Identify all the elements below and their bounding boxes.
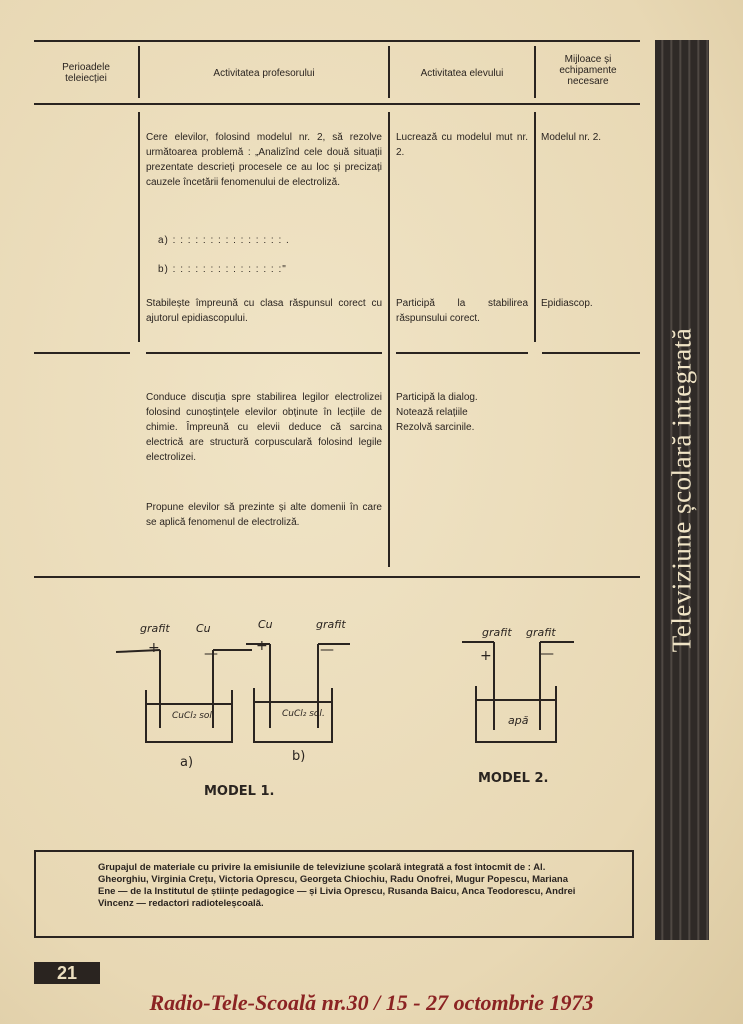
- footer-caption: Radio-Tele-Scoală nr.30 / 15 - 27 octombrie 1973: [149, 990, 594, 1015]
- sign-a-right: —: [204, 646, 218, 662]
- caption-model1: MODEL 1.: [204, 784, 275, 799]
- label-m2-solution: apă: [508, 714, 529, 727]
- header-teacher-activity: Activitatea profesorului: [213, 68, 315, 79]
- label-b-right-electrode: grafit: [316, 618, 346, 631]
- sign-m2-left: +: [480, 648, 492, 664]
- sidebar-title: Televiziune școlară integrată: [666, 327, 697, 653]
- sign-a-left: +: [148, 640, 160, 656]
- row1-means-end: Epidiascop.: [541, 298, 593, 309]
- sign-b-left: +: [256, 638, 268, 654]
- credits-text: Grupajul de materiale cu privire la emisiunile de televiziune școlară integrată a fost întocmit de : Al. Gheorghiu, Virginia Crețu, Victoria Oprescu, Georgeta Chiochiu, Radu Onofrei, Mugur Popescu, Mariana Ene — de la Institutul de științe pedagogice — și Livia Oprescu, Rusanda Baicu, Anca Teodorescu, Andrei Vincenz — redactori radioteleșcoală.: [98, 862, 576, 909]
- header-student-activity: Activitatea elevului: [420, 68, 504, 79]
- row2-teacher-end: Propune elevilor să prezinte și alte domenii în care se aplică fenomenul de electroliză.: [146, 502, 382, 528]
- label-b-solution: CuCl₂ sol.: [282, 709, 325, 719]
- label-a-left-electrode: grafit: [140, 622, 170, 635]
- header-means: Mijloace și echipamente necesare: [559, 54, 617, 87]
- row2-student-line: Notează relațiile: [396, 407, 468, 418]
- sign-b-right: —: [320, 642, 334, 658]
- row2-teacher-text: Conduce discuția spre stabilirea legilor electrolizei folosind cunoștințele elevilor obținute în lecțiile de chimie. Împreună cu elevii deduce că sarcina electrică are structură corpusculară folosind legile electrolizei.: [146, 392, 382, 463]
- row2-student-line: Rezolvă sarcinile.: [396, 422, 475, 433]
- credits-box: [34, 850, 634, 938]
- row1-teacher-end: Stabilește împreună cu clasa răspunsul corect cu ajutorul epidiascopului.: [146, 298, 382, 324]
- label-m2-left-electrode: grafit: [482, 626, 512, 639]
- row1-student-end: Participă la stabilirea răspunsului corect.: [396, 298, 528, 324]
- row1-teacher-text: Cere elevilor, folosind modelul nr. 2, să rezolve următoarea problemă : „Analizînd cele două situații prezentate descrieți procesele ce au loc și precizați cauzele încetării fenomenului de electroliză.: [146, 132, 382, 188]
- row1-option-a: a) : : : : : : : : : : : : : : : .: [158, 235, 290, 246]
- row1-option-b: b) : : : : : : : : : : : : : : :": [158, 264, 287, 275]
- label-b: b): [292, 749, 306, 764]
- header-periods: Perioadele teleiecției: [62, 62, 110, 84]
- label-b-left-electrode: Cu: [258, 618, 273, 631]
- label-a: a): [180, 755, 194, 770]
- caption-model2: MODEL 2.: [478, 771, 549, 786]
- row1-means: Modelul nr. 2.: [541, 132, 602, 143]
- sign-m2-right: —: [540, 646, 554, 662]
- label-a-right-electrode: Cu: [196, 622, 211, 635]
- page-number: 21: [34, 962, 100, 984]
- row2-student-line: Participă la dialog.: [396, 392, 478, 403]
- label-m2-right-electrode: grafit: [526, 626, 556, 639]
- label-a-solution: CuCl₂ sol.: [172, 711, 215, 721]
- row1-student-text: Lucrează cu modelul mut nr. 2.: [396, 132, 528, 158]
